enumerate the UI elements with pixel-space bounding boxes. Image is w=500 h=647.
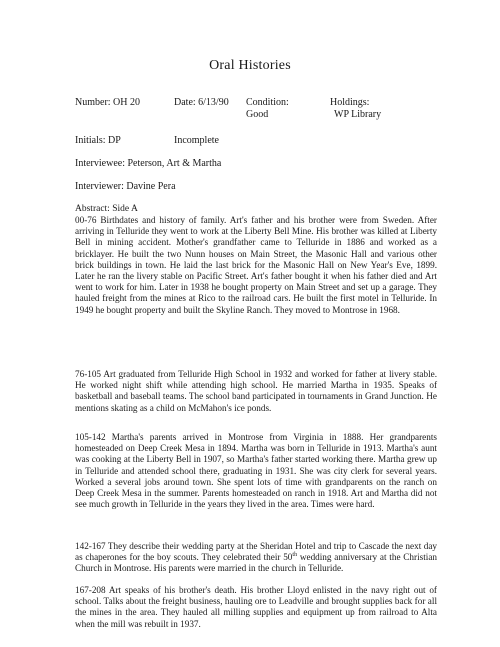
- holdings-value: WP Library: [334, 109, 382, 120]
- abstract-paragraph-4: 142-167 They describe their wedding party at the Sheridan Hotel and trip to Cascade the next day as chaperones for the boy scouts. They celebrated their 50th wedding anniversary at the Christian Church in Montrose. His parents were married in the church in Telluride.: [75, 541, 437, 574]
- holdings-field: [330, 97, 381, 121]
- condition-value: Good: [246, 109, 269, 120]
- abstract-paragraph-1: 00-76 Birthdates and history of family. Art's father and his brother were from Sweden. After arriving in Telluride they went to work at the Liberty Bell Mine. His brother was killed at Liberty Bell in mining accident. Mother's grandfather came to Telluride in 1886 and worked as a bricklayer. He built the two Nunn houses on Main Street, the Masonic Hall and various other brick buildings in town. He laid the last brick for the Masonic Hall on New Year's Eve, 1899. Later he ran the livery stable on Pacific Street. Art's father bought it when his father died and Art went to work for him. Later in 1938 he bought property on Main Street and set up a garage. They hauled freight from the mines at Rico to the railroad cars. He built the first motel in Telluride. In 1949 he bought property and built the Skyline Ranch. They moved to Montrose in 1968.: [75, 215, 437, 315]
- ordinal-suffix: th: [292, 552, 298, 559]
- initials-row: [75, 135, 475, 146]
- document-title: Oral Histories: [209, 58, 291, 73]
- catalog-number: Number: OH 20: [75, 97, 140, 108]
- condition-field: [246, 97, 289, 121]
- condition-label: Condition:: [246, 97, 289, 108]
- initials: Initials: DP: [75, 135, 121, 146]
- status-text: Incomplete: [174, 135, 219, 146]
- abstract-paragraph-5: 167-208 Art speaks of his brother's death. His brother Lloyd enlisted in the navy right out of school. Talks about the freight business, hauling ore to Leadville and brought supplies back for all the mines in the area. They hauled all milling supplies and equipment up from railroad to Alta when the mill was rebuilt in 1937.: [75, 585, 437, 629]
- interviewee: Interviewee: Peterson, Art & Martha: [75, 158, 222, 169]
- holdings-label: Holdings:: [330, 97, 370, 108]
- abstract-heading: Abstract: Side A: [75, 204, 138, 214]
- catalog-metadata-row: [75, 97, 475, 131]
- interviewer: Interviewer: Davine Pera: [75, 181, 176, 192]
- abstract-paragraph-3: 105-142 Martha's parents arrived in Montrose from Virginia in 1888. Her grandparents homesteaded on Deep Creek Mesa in 1894. Martha was born in Telluride in 1913. Martha's aunt was cooking at the Liberty Bell in 1907, so Martha's father started working there. Martha grew up in Telluride and attended school there, graduating in 1931. She was city clerk for several years. Worked a several jobs around town. She spent lots of time with grandparents on the ranch on Deep Creek Mesa in the summer. Parents homesteaded on ranch in 1918. Art and Martha did not see much growth in Telluride in the years they lived in the area. Times were hard.: [75, 432, 437, 510]
- abstract-paragraph-2: 76-105 Art graduated from Telluride High School in 1932 and worked for father at livery stable. He worked night shift while attending high school. He married Martha in 1935. Speaks of basketball and baseball teams. The school band participated in tournaments in Grand Junction. He mentions skating as a child on McMahon's ice ponds.: [75, 369, 437, 413]
- catalog-date: Date: 6/13/90: [174, 97, 229, 108]
